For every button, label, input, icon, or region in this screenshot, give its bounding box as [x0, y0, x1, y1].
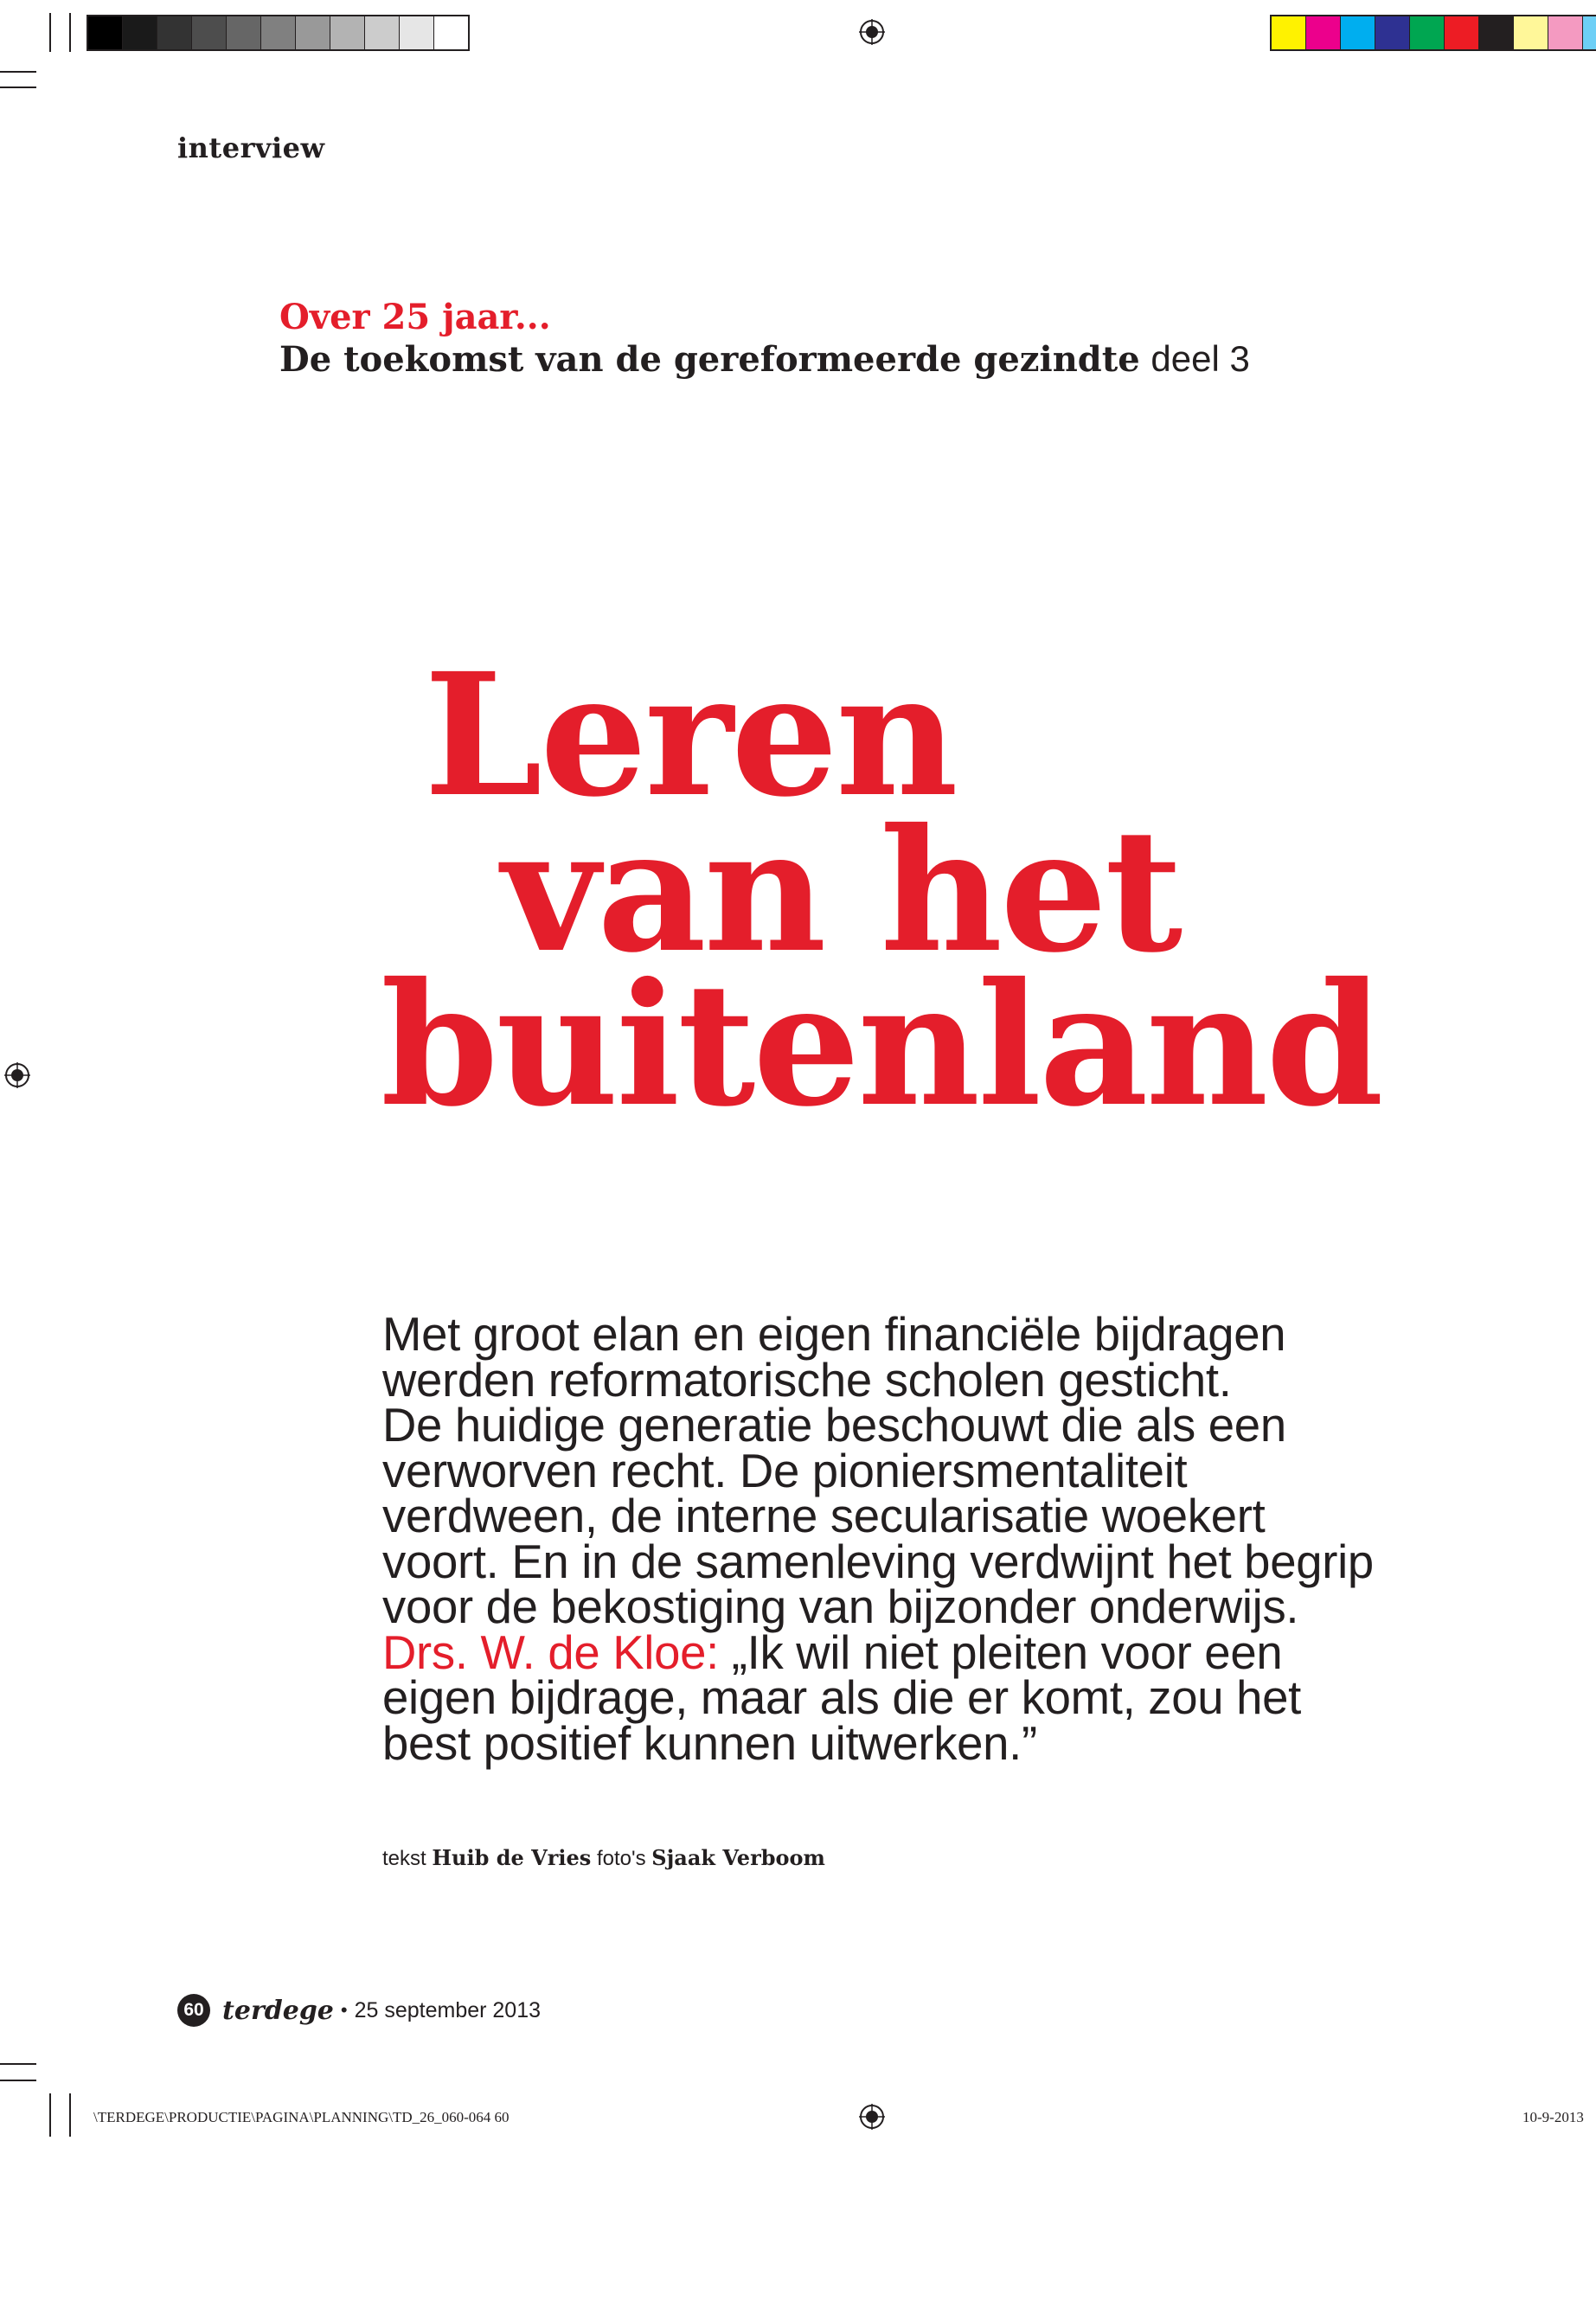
credits-text-label: tekst — [382, 1847, 426, 1870]
print-slug-path: \TERDEGE\PRODUCTIE\PAGINA\PLANNING\TD_26_060-064 60 — [93, 2109, 510, 2125]
gray-swatch — [157, 16, 192, 49]
intro-paragraph — [382, 1308, 1559, 1770]
gray-swatch — [227, 16, 261, 49]
color-swatch — [1583, 16, 1596, 49]
color-swatch — [1341, 16, 1375, 49]
registration-mark-icon — [859, 19, 885, 45]
speaker-name: Drs. W. de Kloe: — [382, 1625, 719, 1679]
page-number: 60 — [177, 1994, 210, 2027]
color-swatch — [1272, 16, 1306, 49]
grayscale-calibration-bar — [87, 15, 470, 51]
color-swatch — [1306, 16, 1341, 49]
intro-text: Met groot elan en eigen financiële bijdragen werden reformatorische scholen gesticht. De huidige generatie beschouwt die als een verworven recht. De pioniersmentaliteit verdween, de interne secularisatie woekert voort. En in de samenleving verdwijnt het begrip voor de bekostiging van bijzonder onderwijs. — [382, 1308, 1374, 1633]
color-swatch — [1445, 16, 1479, 49]
crop-mark — [0, 2080, 36, 2081]
gray-swatch — [296, 16, 330, 49]
crop-mark — [69, 13, 71, 52]
credits-photographer: Sjaak Verboom — [651, 1845, 825, 1870]
color-swatch — [1410, 16, 1445, 49]
print-slug-date: 10-9-2013 — [1522, 2109, 1584, 2125]
color-swatch — [1548, 16, 1583, 49]
credits-author: Huib de Vries — [432, 1845, 592, 1870]
headline-line-3: buitenland — [381, 945, 1381, 1144]
credits — [382, 1845, 825, 1871]
credits-photo-label: foto's — [596, 1847, 646, 1870]
page-footer — [177, 1994, 541, 2027]
kicker — [279, 297, 1250, 388]
series-title: Over 25 jaar... — [279, 297, 551, 337]
gray-swatch — [88, 16, 123, 49]
registration-mark-icon — [4, 1062, 30, 1088]
headline-line-1: Leren — [424, 636, 956, 834]
headline-line-2: van het — [502, 792, 1181, 990]
section-label: interview — [177, 131, 325, 164]
gray-swatch — [261, 16, 296, 49]
footer-bullet: • — [340, 1999, 348, 2021]
color-swatch — [1375, 16, 1410, 49]
crop-mark — [49, 13, 51, 52]
gray-swatch — [123, 16, 157, 49]
color-calibration-bar — [1270, 15, 1596, 51]
magazine-logo: terdege — [222, 1995, 334, 2026]
color-swatch — [1479, 16, 1514, 49]
series-subtitle: De toekomst van de gereformeerde gezindte — [279, 339, 1140, 380]
gray-swatch — [330, 16, 365, 49]
gray-swatch — [434, 16, 468, 49]
issue-date: 25 september 2013 — [354, 1997, 542, 2022]
crop-mark — [0, 71, 36, 73]
gray-swatch — [192, 16, 227, 49]
gray-swatch — [400, 16, 434, 49]
crop-mark — [0, 87, 36, 88]
series-part: deel 3 — [1151, 338, 1250, 379]
registration-mark-icon — [859, 2104, 885, 2130]
crop-mark — [69, 2093, 71, 2137]
gray-swatch — [365, 16, 400, 49]
crop-mark — [0, 2063, 36, 2065]
crop-mark — [49, 2093, 51, 2137]
color-swatch — [1514, 16, 1548, 49]
intro-quote: „Ik wil niet pleiten voor een eigen bijdrage, maar als die er komt, zou het best positief kunnen uitwerken.” — [382, 1625, 1301, 1770]
